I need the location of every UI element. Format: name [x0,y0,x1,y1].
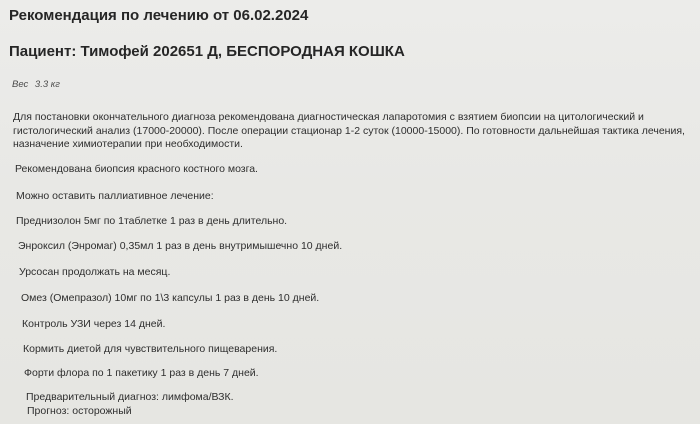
recommendation-line: Урсосан продолжать на месяц. [19,266,171,278]
recommendation-line: Рекомендована биопсия красного костного мозга. [15,163,258,175]
weight-field [12,79,60,90]
recommendation-line: Можно оставить паллиативное лечение: [16,190,214,202]
prognosis: Прогноз: осторожный [27,405,132,417]
document-title: Рекомендация по лечению от 06.02.2024 [9,7,309,24]
weight-label: Вес [12,79,29,90]
recommendation-line: Кормить диетой для чувствительного пищеварения. [23,343,278,355]
diagnosis-paragraph: Для постановки окончательного диагноза рекомендована диагностическая лапаротомия с взятием биопсии на цитологический и гистологический анализ (17000-20000). После операции стационар 1-2 суток (10000-15000). По готовности дальнейшая тактика лечения, назначение химиотерапии при необходимости. [13,111,685,150]
patient-heading: Пациент: Тимофей 202651 Д, БЕСПОРОДНАЯ КОШКА [9,43,405,60]
preliminary-diagnosis: Предварительный диагноз: лимфома/ВЗК. [26,391,234,403]
recommendation-line: Преднизолон 5мг по 1таблетке 1 раз в день длительно. [16,215,288,227]
recommendation-line: Омез (Омепразол) 10мг по 1\3 капсулы 1 раз в день 10 дней. [21,292,320,304]
recommendation-line: Форти флора по 1 пакетику 1 раз в день 7 дней. [24,367,259,379]
recommendation-line: Энроксил (Энромаг) 0,35мл 1 раз в день внутримышечно 10 дней. [18,240,343,252]
weight-value: 3.3 кг [34,79,60,90]
recommendation-line: Контроль УЗИ через 14 дней. [22,318,166,330]
